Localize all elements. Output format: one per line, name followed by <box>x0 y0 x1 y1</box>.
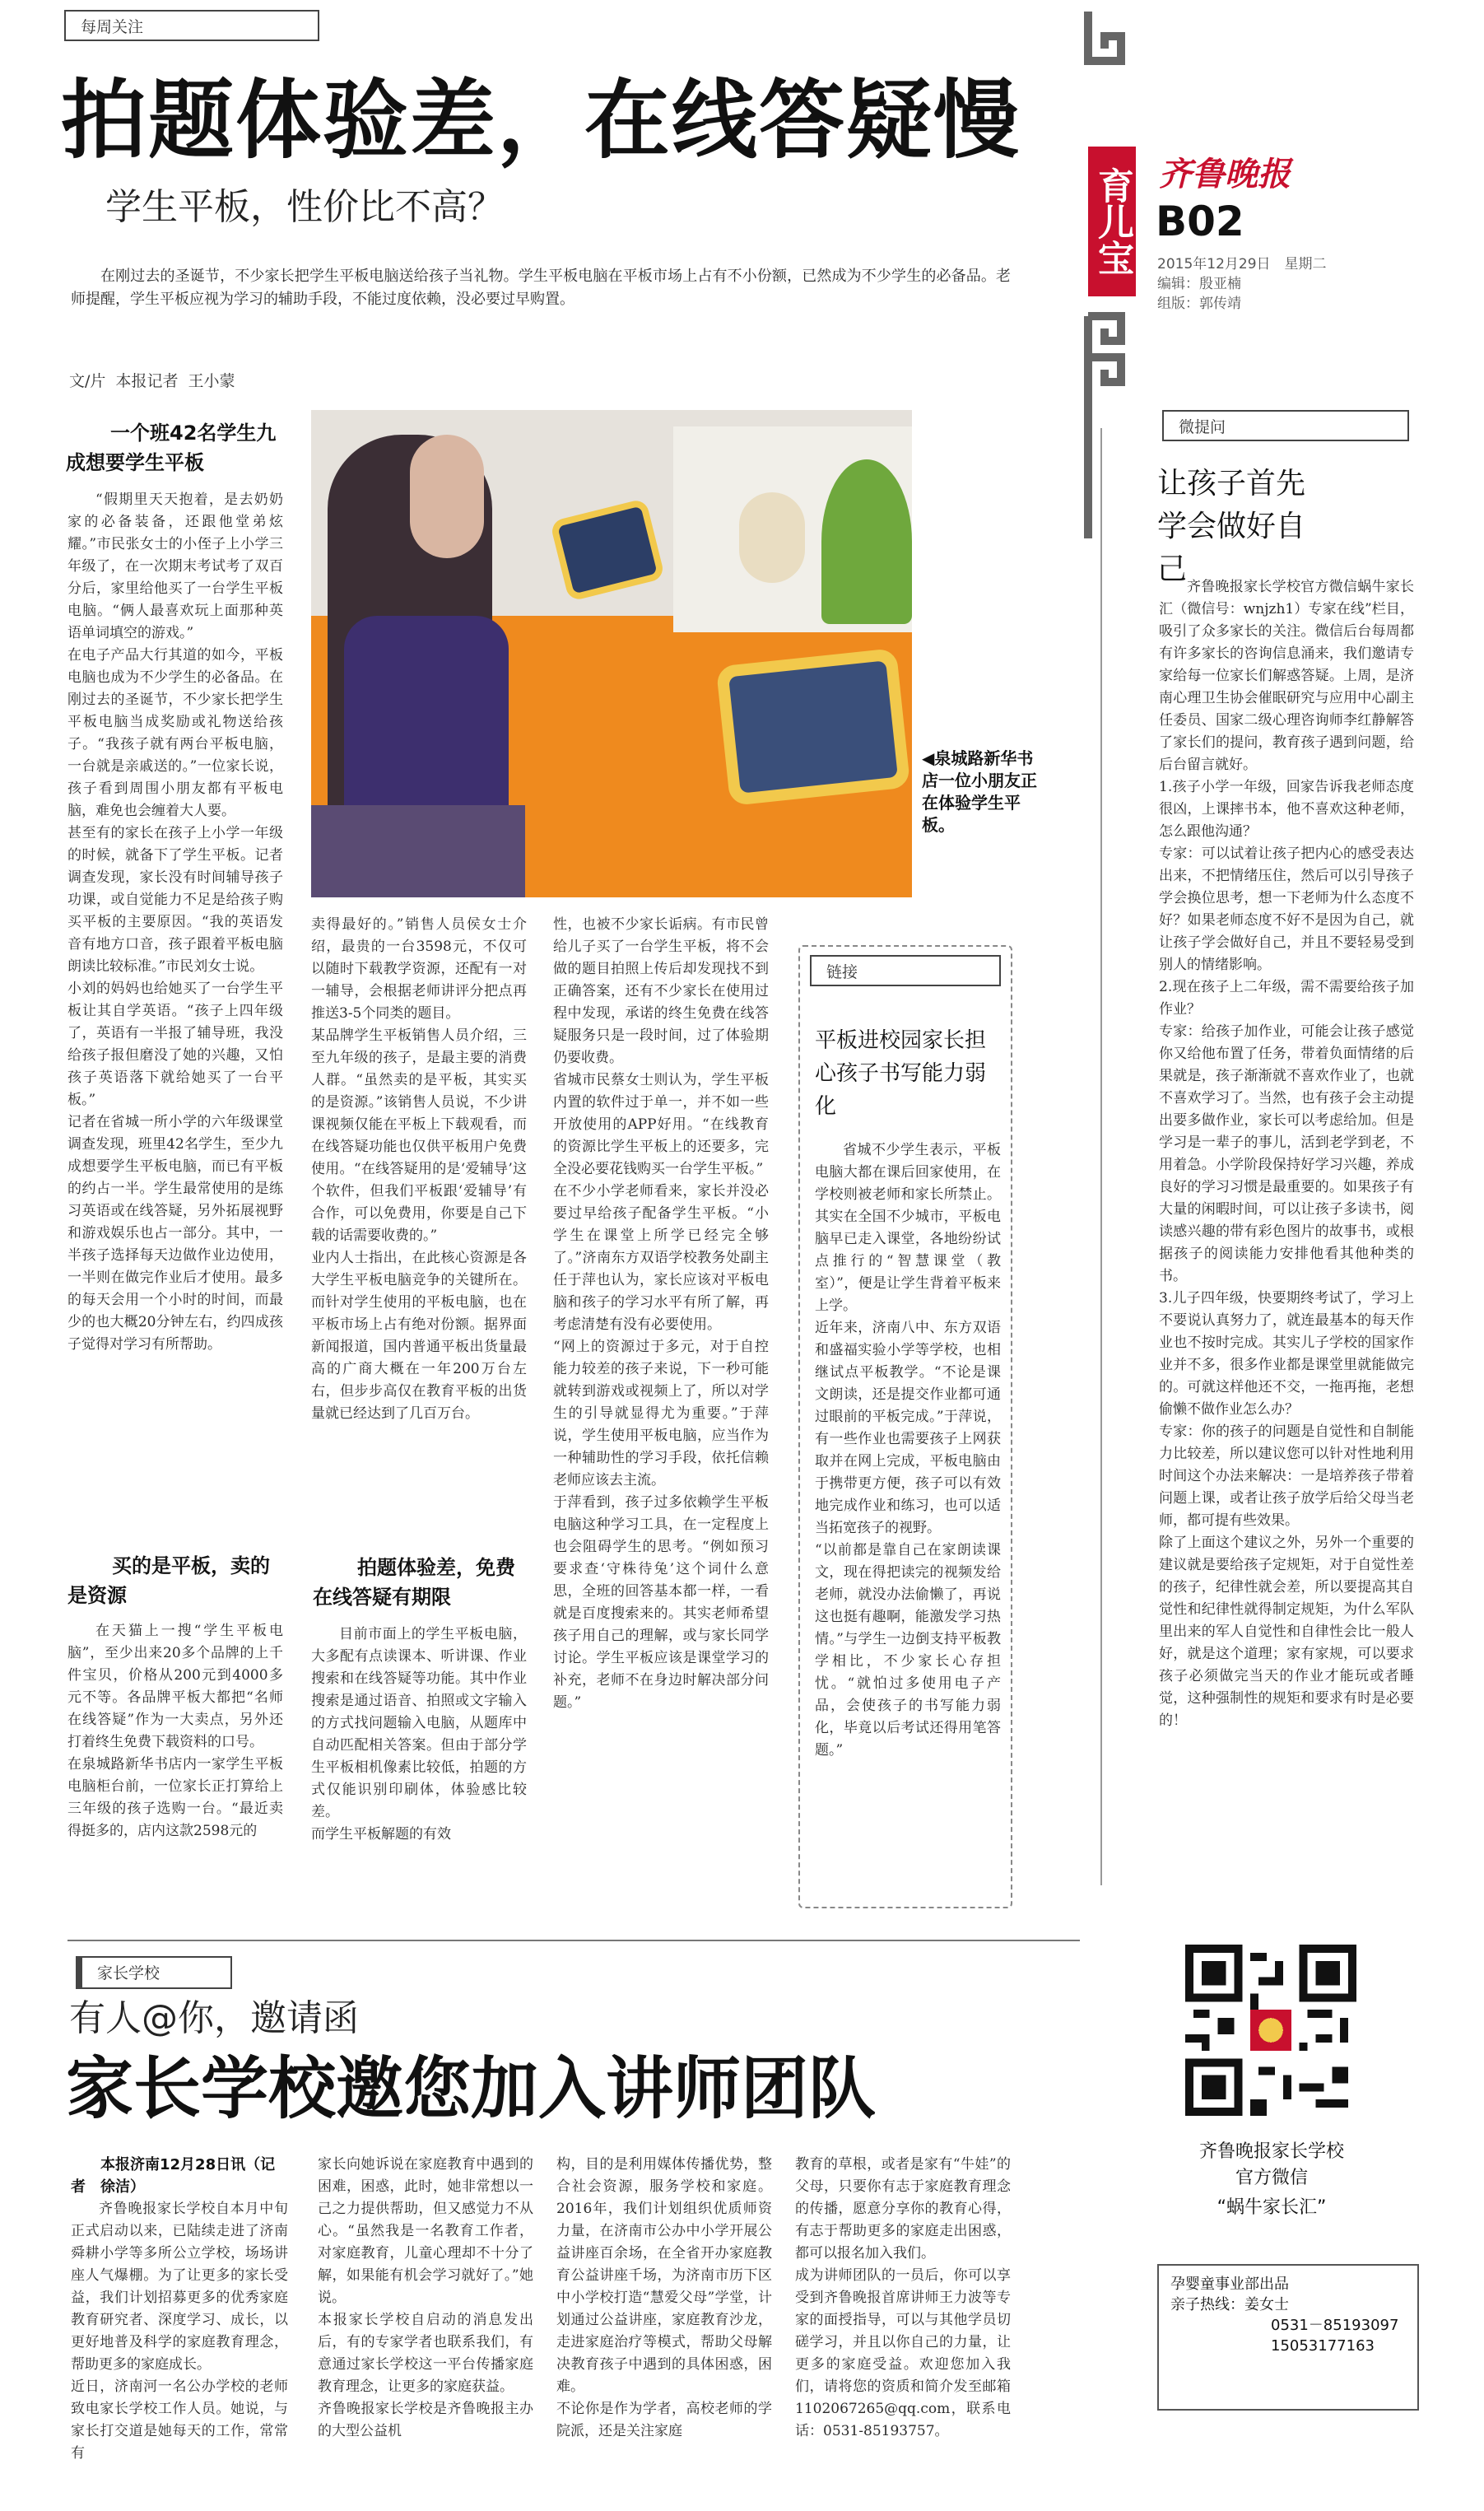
photo-caption: ◀泉城路新华书店一位小朋友正在体验学生平板。 <box>922 748 1037 835</box>
link-tag <box>810 955 1001 986</box>
main-title: 拍题体验差，在线答疑慢 <box>61 70 1021 170</box>
qr-code <box>1185 1945 1356 2116</box>
subhead-2: 买的是平板，卖的是资源 <box>67 1554 270 1607</box>
paper-logo: 齐鲁晚报 <box>1159 155 1291 193</box>
bottom-tag <box>76 1956 232 1989</box>
article-col1: “假期里天天抱着，是去奶奶家的必备装备，还跟他堂弟炫耀。”市民张女士的小侄子上小学三年级了，在一次期末考试考了双百分后，家里给他买了一台学生平板电脑。“俩人最喜欢玩上面那种英语单词填空的游戏。” 在电子产品大行其道的如今，平板电脑也成为不少学生的必备品。在刚过去的圣诞节，不少家长把学生平板电脑当成奖励或礼物送给孩子。“我孩子就有两台平板电脑，一台就是亲戚送的。”一位家长说，孩子看到周围小朋友都有平板电脑，难免也会缠着大人要。 甚至有的家长在孩子上小学一年级的时候，就备下了学生平板。记者调查发现，家长没有时间辅导孩子功课，或自觉能力不足是给孩子购买平板的主要原因。“我的英语发音有地方口音，孩子跟着平板电脑朗读比较标准。”市民刘女士说。 小刘的妈妈也给她买了一台学生平板让其自学英语。“孩子上四年级了，英语有一半报了辅导班，我没给孩子报但磨没了她的兴趣，又怕孩子英语落下就给她买了一台平板。” 记者在省城一所小学的六年级课堂调查发现，班里42名学生，至少九成想要学生平板电脑，而已有平板的约占一半。学生最常使用的是练习英语或在线答疑，另外拓展视野和游戏娱乐也占一部分。其中，一半孩子选择每天边做作业边使用，一半则在做完作业后才使用。最多的每天会用一个小时的时间，而最少的也大概20分钟左右，约四成孩子觉得对学习有所帮助。 <box>67 491 283 1353</box>
bottom-kicker: 有人@你，邀请函 <box>69 1997 359 2039</box>
subhead-3: 拍题体验差，免费在线答疑有期限 <box>313 1556 515 1609</box>
editor: 编辑：殷亚楠 <box>1157 276 1241 292</box>
footer-line-1: 孕婴童事业部出品 <box>1170 2276 1289 2293</box>
ask-title: 让孩子首先学会做好自己 <box>1157 467 1306 586</box>
article-col3: 性，也被不少家长诟病。有市民曾给儿子买了一台学生平板，将不会做的题目拍照上传后却发现找不到正确答案，还有不少家长在使用过程中发现，承诺的终生免费在线答疑服务只是一段时间，过了体验期仍要收费。 省城市民蔡女士则认为，学生平板内置的软件过于单一，并不如一些开放使用的APP好用。“在线教育的资源比学生平板上的还要多，完全没必要花钱购买一台学生平板。” 在不少小学老师看来，家长并没必要过早给孩子配备学生平板。“小学生在课堂上所学已经完全够了。”济南东方双语学校教务处副主任于萍也认为，家长应该对平板电脑和孩子的学习水平有所了解，再考虑清楚有没有必要使用。 “网上的资源过于多元，对于自控能力较差的孩子来说，下一秒可能就转到游戏或视频上了，所以对学生的引导就显得尤为重要。”于萍说，学生使用平板电脑，应当作为一种辅助性的学习手段，依托信赖老师应该去主流。 于萍看到，孩子过多依赖学生平板电脑这种学习工具，在一定程度上也会阻碍学生的思考。“例如预习要求查‘守株待兔’这个词什么意思，全班的回答基本都一样，一看就是百度搜索来的。其实老师希望孩子用自己的理解，或与家长同学讨论。学生平板应该是课堂学习的补充，老师不在身边时解决部分问题。” <box>553 916 769 1711</box>
column-divider <box>1100 428 1102 1885</box>
subhead-1: 一个班42名学生九成想要学生平板 <box>66 422 277 474</box>
qr-label-3: “蜗牛家长汇” <box>1217 2197 1327 2218</box>
bottom-tag-label: 家长学校 <box>97 1964 160 1982</box>
bottom-divider <box>67 1940 1080 1941</box>
article-col2-b: 目前市面上的学生平板电脑，大多配有点读课本、听讲课、作业搜索和在线答疑等功能。其中作业搜索是通过语音、拍照或文字输入的方式找问题输入电脑，从题库中自动匹配相关答案。但由于部分学生平板相机像素比较低，拍题的方式仅能识别印刷体，体验感比较差。 而学生平板解题的有效 <box>311 1626 527 1842</box>
section-tag <box>64 10 319 41</box>
issue-date: 2015年12月29日 星期二 <box>1157 256 1327 273</box>
layout-credit: 组版：郭传靖 <box>1157 296 1241 312</box>
bottom-col-4: 教育的草根，或者是家有“牛娃”的父母，只要你有志于家庭教育理念的传播，愿意分享你的教育心得，有志于帮助更多的家庭走出困惑，都可以报名加入我们。 成为讲师团队的一员后，你可以享受到齐鲁晚报首席讲师王力波等专家的面授指导，可以与其他学员切磋学习，并且以你自己的力量，让更多的家庭受益。欢迎您加入我们，请将您的资质和简介发至邮箱1102067265@qq.com，联系电话：0531-85193757。 <box>795 2156 1011 2439</box>
bottom-col-1 <box>71 2154 288 2499</box>
bottom-col-2: 家长向她诉说在家庭教育中遇到的困难，困惑，此时，她非常想以一己之力提供帮助，但又感觉力不从心。“虽然我是一名教育工作者，对家庭教育，儿童心理却不十分了解，如果能有机会学习就好了。”她说。 本报家长学校自启动的消息发出后，有的专家学者也联系我们，有意通过家长学校这一平台传播家庭教育理念，让更多的家庭获益。 齐鲁晚报家长学校是齐鲁晚报主办的大型公益机 <box>318 2156 533 2439</box>
ask-tag <box>1162 410 1409 441</box>
footer-phone-1: 0531－85193097 <box>1271 2317 1399 2334</box>
ask-body: 齐鲁晚报家长学校官方微信蜗牛家长汇（微信号：wnjzh1）专家在线”栏目，吸引了众多家长的关注。微信后台每周都有许多家长的咨询信息涌来，我们邀请专家给每一位家长们解惑答疑。上周，是济南心理卫生协会催眠研究与应用中心副主任委员、国家二级心理咨询师李红静解答了家长们的提问，教育孩子遇到问题，给后台留言就好。 1.孩子小学一年级，回家告诉我老师态度很凶，上课摔书本，他不喜欢这种老师，怎么跟他沟通？ 专家：可以试着让孩子把内心的感受表达出来，不把情绪压住，然后可以引导孩子学会换位思考，想一下老师为什么态度不好？如果老师态度不好不是因为自己，就让孩子学会做好自己，并且不要轻易受到别人的情绪影响。 2.现在孩子上二年级，需不需要给孩子加作业？ 专家：给孩子加作业，可能会让孩子感觉你又给他布置了任务，带着负面情绪的后果就是，孩子渐渐就不喜欢作业了，也就不喜欢学习了。当然，也有孩子会主动提出要多做作业，家长可以考虑给加。但是学习是一辈子的事儿，活到老学到老，不用着急。小学阶段保持好学习兴趣，养成良好的学习习惯是最重要的。如果孩子有大量的闲暇时间，可以让孩子多读书，阅读感兴趣的带有彩色图片的故事书，或根据孩子的阅读能力安排他看其他种类的书。 3.儿子四年级，快要期终考试了，学习上不要说认真努力了，就连最基本的每天作业也不按时完成。其实儿子学校的国家作业并不多，很多作业都是课堂里就能做完的。可就这样他还不交，一拖再拖，老想偷懒不做作业怎么办？ 专家：你的孩子的问题是自觉性和自制能力比较差，所以建议您可以针对性地利用时间这个办法来解决：一是培养孩子带着问题上课，或者让孩子放学后给父母当老师，都可提有些效果。 除了上面这个建议之外，另外一个重要的建议就是要给孩子定规矩，对于自觉性差的孩子，纪律性就会差，所以要提高其自觉性和纪律性就得制定规矩，为什么军队里出来的军人自觉性和自律性会比一般人好，就是这个道理；家有家规，可以要求孩子必须做完当天的作业才能玩或者睡觉，这种强制性的规矩和要求有时是必要的！ <box>1159 579 1414 1729</box>
channel-banner <box>1088 147 1136 296</box>
article-col1-b: 在天猫上一搜“学生平板电脑”，至少出来20多个品牌的上千件宝贝，价格从200元到4000多元不等。各品牌平板大都把“名师在线答疑”作为一大卖点，另外还打着终生免费下载资料的口号。 在泉城路新华书店内一家学生平板电脑柜台前，一位家长正打算给上三年级的孩子选购一台。“最近卖得挺多的，店内这款2598元的 <box>67 1623 283 1839</box>
ask-tag-label: 微提问 <box>1179 418 1226 436</box>
bottom-title: 家长学校邀您加入讲师团队 <box>66 2050 877 2128</box>
bottom-col-1-text: 齐鲁晚报家长学校自本月中旬正式启动以来，已陆续走进了济南舜耕小学等多所公立学校，场场讲座人气爆棚。为了让更多的家长受益，我们计划招募更多的优秀家庭教育研究者、深度学习、成长，以更好地普及科学的家庭教育理念，帮助更多的家庭成长。 近日，济南河一名公办学校的老师致电家长学校工作人员。她说，与家长打交道是她每天的工作，常常有 <box>71 2201 288 2462</box>
page-code: B02 <box>1156 198 1244 245</box>
article-col2: 卖得最好的。”销售人员侯女士介绍，最贵的一台3598元，不仅可以随时下载教学资源，还配有一对一辅导，会根据老师讲评分把点再推送3-5个同类的题目。 某品牌学生平板销售人员介绍，三至九年级的孩子，是最主要的消费人群。“虽然卖的是平板，其实买的是资源。”该销售人员说，不少讲课视频仅能在平板上下载观看，而在线答疑功能也仅供平板用户免费使用。“在线答疑用的是‘爱辅导’这个软件，但我们平板跟‘爱辅导’有合作，可以免费用，你要是自己下载的话需要收费的。” 业内人士指出，在此核心资源是各大学生平板电脑竞争的关键所在。而针对学生使用的平板电脑，也在平板市场上占有绝对份额。据界面新闻报道，国内普通平板出货量最高的广商大概在一年200万台左右，但步步高仅在教育平板的出货量就已经达到了几百万台。 <box>311 916 527 1422</box>
byline: 文/片 本报记者 王小蒙 <box>69 372 235 390</box>
link-body: 省城不少学生表示，平板电脑大都在课后回家使用，在学校则被老师和家长所禁止。其实在全国不少城市，平板电脑早已走入课堂，各地纷纷试点推行的“智慧课堂（教室）”，便是让学生背着平板来上学。 近年来，济南八中、东方双语和盛福实验小学等学校，也相继试点平板教学。“不论是课文朗读，还是提交作业都可通过眼前的平板完成。”于萍说，有一些作业也需要孩子上网获取并在网上完成，平板电脑由于携带更方便，孩子可以有效地完成作业和练习，也可以适当拓宽孩子的视野。 “以前都是靠自己在家朗读课文，现在得把读完的视频发给老师，就没办法偷懒了，再说这也挺有趣啊，能激发学习热情。”与学生一边倒支持平板教学相比，不少家长心存担忧。“就怕过多使用电子产品，会使孩子的书写能力弱化，毕竟以后考试还得用笔答题。” <box>815 1142 1001 1759</box>
section-tag-label: 每周关注 <box>81 18 144 36</box>
subtitle: 学生平板，性价比不高？ <box>105 186 504 228</box>
qr-label-2: 官方微信 <box>1235 2168 1308 2188</box>
article-photo <box>311 410 912 897</box>
footer-line-2: 亲子热线：姜女士 <box>1170 2296 1289 2313</box>
link-title: 平板进校园家长担心孩子书写能力弱化 <box>815 1028 987 1119</box>
bottom-lead: 本报济南12月28日讯（记者 徐洁） <box>71 2156 276 2196</box>
footer-phone-2: 15053177163 <box>1271 2337 1375 2355</box>
qr-label-1: 齐鲁晚报家长学校 <box>1198 2141 1344 2162</box>
bottom-col-3: 构，目的是利用媒体传播优势，整合社会资源，服务学校和家庭。2016年，我们计划组织优质师资力量，在济南市公办中小学开展公益讲座百余场，在全省开办家庭教育公益讲座千场，为济南市历下区中小学校打造“慧爱父母”学堂，计划通过公益讲座，家庭教育沙龙，走进家庭治疗等模式，帮助父母解决教育孩子中遇到的具体困惑，困难。 不论你是作为学者，高校老师的学院派，还是关注家庭 <box>556 2156 772 2439</box>
footer-box <box>1157 2264 1419 2411</box>
lead-paragraph: 在刚过去的圣诞节，不少家长把学生平板电脑送给孩子当礼物。学生平板电脑在平板市场上占有不小份额，已然成为不少学生的必备品。老师提醒，学生平板应视为学习的辅助手段，不能过度依赖，没必要过早购置。 <box>71 268 1011 308</box>
channel-name: 育儿宝 <box>1091 167 1133 276</box>
link-tag-label: 链接 <box>826 963 858 981</box>
